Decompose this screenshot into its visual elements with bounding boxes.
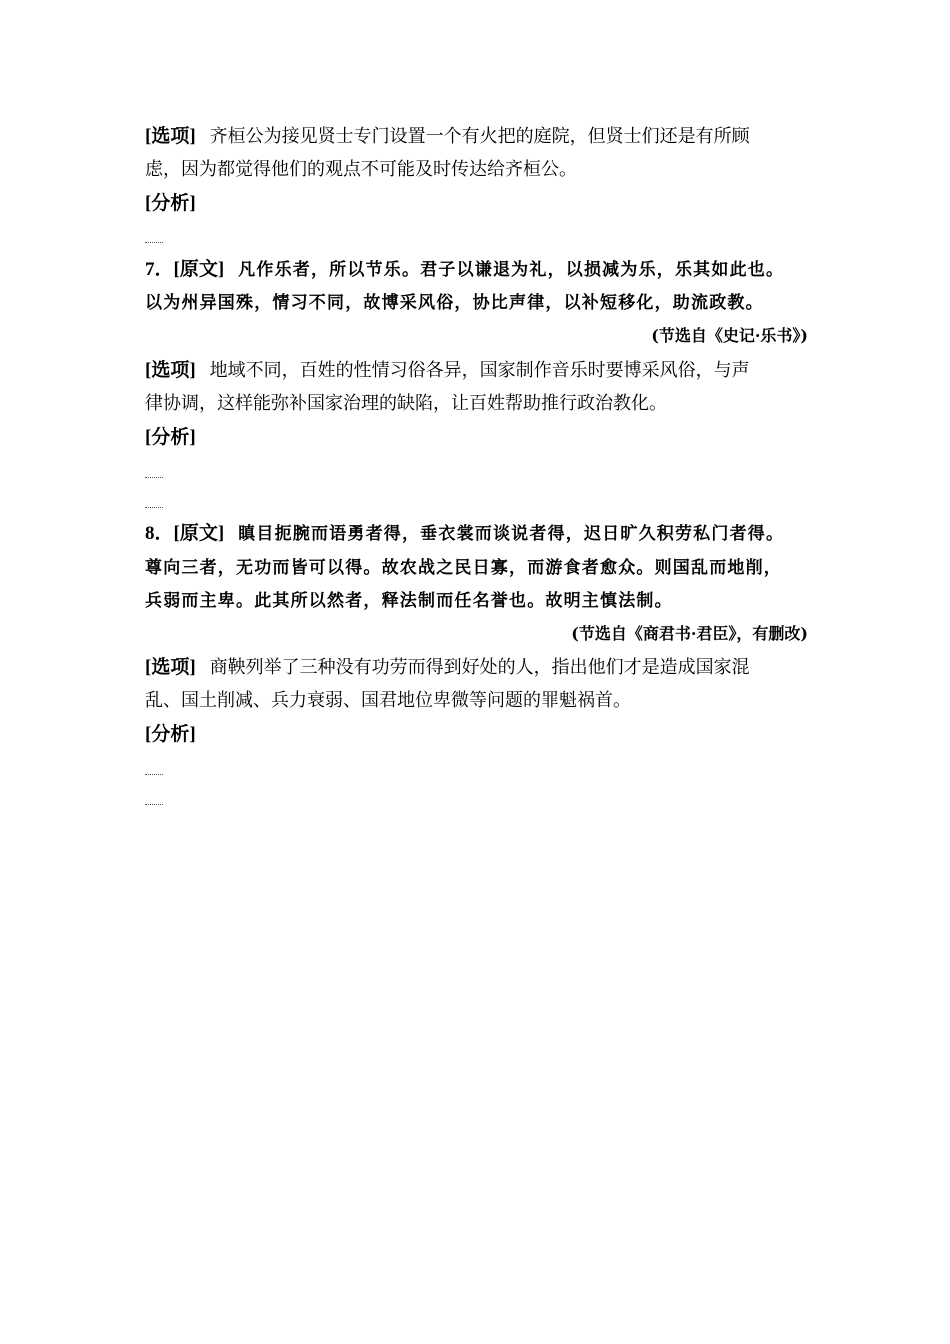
option-text: 地域不同，百姓的性情习俗各异，国家制作音乐时要博采风俗，与声 — [209, 360, 750, 381]
item8-option-line-1 — [145, 655, 750, 681]
original-text: 凡作乐者，所以节乐。君子以谦退为礼，以损减为乐，乐其如此也。 — [238, 260, 785, 280]
item8-source: (节选自《商君书·君臣》，有删改) — [571, 624, 808, 643]
option-label: [选项] — [145, 657, 196, 678]
item7-original-line-2: 以为州异国殊，情习不同，故博采风俗，协比声律，以补短移化，助流政教。 — [145, 293, 764, 313]
option-text: 齐桓公为接见贤士专门设置一个有火把的庭院，但贤士们还是有所顾 — [209, 126, 750, 147]
item8-analysis-label: [分析] — [145, 724, 196, 745]
option-label: [选项] — [145, 360, 196, 381]
item8-original-line-1 — [145, 521, 784, 547]
item8-original-line-2: 尊向三者，无功而皆可以得。故农战之民日寡，而游食者愈众。则国乱而地削， — [145, 558, 782, 578]
item7-original-line-1 — [145, 257, 784, 283]
answer-blank[interactable] — [145, 477, 163, 478]
item6-option-line-1 — [145, 124, 750, 150]
item7-analysis-label: [分析] — [145, 427, 196, 448]
item7-option-line-1 — [145, 358, 750, 384]
answer-blank[interactable] — [145, 774, 163, 775]
answer-blank[interactable] — [145, 507, 163, 508]
question-number: 7． — [145, 259, 174, 280]
answer-blank[interactable] — [145, 242, 163, 243]
option-label: [选项] — [145, 126, 196, 147]
original-label: [原文] — [173, 523, 225, 544]
item6-analysis-label: [分析] — [145, 193, 196, 214]
item8-option-line-2: 乱、国土削减、兵力衰弱、国君地位卑微等问题的罪魁祸首。 — [145, 690, 631, 711]
option-text: 商鞅列举了三种没有功劳而得到好处的人，指出他们才是造成国家混 — [209, 657, 750, 678]
item6-option-line-2: 虑，因为都觉得他们的观点不可能及时传达给齐桓公。 — [145, 159, 577, 180]
item7-source: (节选自《史记·乐书》) — [651, 326, 808, 345]
original-text: 瞋目扼腕而语勇者得，垂衣裳而谈说者得，迟日旷久积劳私门者得。 — [238, 524, 785, 544]
item7-option-line-2: 律协调，这样能弥补国家治理的缺陷，让百姓帮助推行政治教化。 — [145, 393, 667, 414]
question-number: 8． — [145, 523, 174, 544]
item8-original-line-3: 兵弱而主卑。此其所以然者，释法制而任名誉也。故明主慎法制。 — [145, 591, 673, 611]
answer-blank[interactable] — [145, 804, 163, 805]
original-label: [原文] — [173, 259, 225, 280]
